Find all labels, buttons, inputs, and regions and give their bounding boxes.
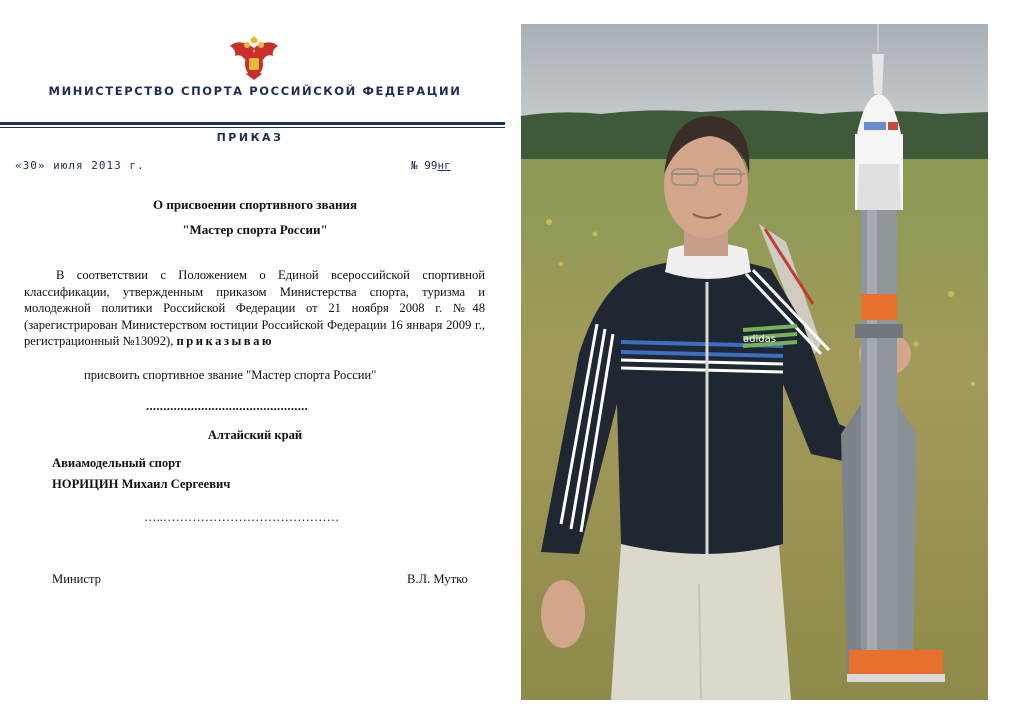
double-headed-eagle-emblem-icon [228,36,280,82]
jacket-brand-text: adidas [743,334,776,345]
signatory-title: Министр [52,572,101,586]
order-heading: ПРИКАЗ [216,131,284,144]
ministry-title: МИНИСТЕРСТВО СПОРТА РОССИЙСКОЙ ФЕДЕРАЦИИ [48,84,462,98]
dotted-separator-bottom: …..…………………………………… [144,510,340,524]
signatory-name: В.Л. Мутко [407,572,468,586]
order-number-suffix: нг [437,159,451,172]
order-date: «30» июля 2013 г. [15,159,145,172]
header-divider-thin [0,127,505,128]
dotted-separator-top: ............................................... [146,399,309,413]
order-number [411,159,451,172]
region-name: Алтайский край [207,428,303,442]
athlete-name: НОРИЦИН Михаил Сергеевич [52,477,231,491]
order-number-prefix: № 99 [411,159,438,172]
subject-line-1: О присвоении спортивного звания [152,197,358,212]
sport-name: Авиамодельный спорт [52,456,182,470]
order-word: приказываю [176,334,275,349]
subject-line-2: "Мастер спорта России" [182,222,328,237]
body-paragraph-text: В соответствии с Положением о Единой всероссийской спортивной классификации, утвержденным приказом Министерства спорта, туризма и молодежной политики Российской Федерации от 21 ноября 2008 г. №48 (зарегистрирован Министерством юстиции Российской Федерации 16 января 2009 г., регистрационный №13092), [24,268,485,349]
body-paragraph [24,267,485,350]
header-divider-thick [0,122,505,125]
assign-statement: присвоить спортивное звание "Мастер спорта России" [84,368,377,382]
athlete-photo [521,24,988,700]
